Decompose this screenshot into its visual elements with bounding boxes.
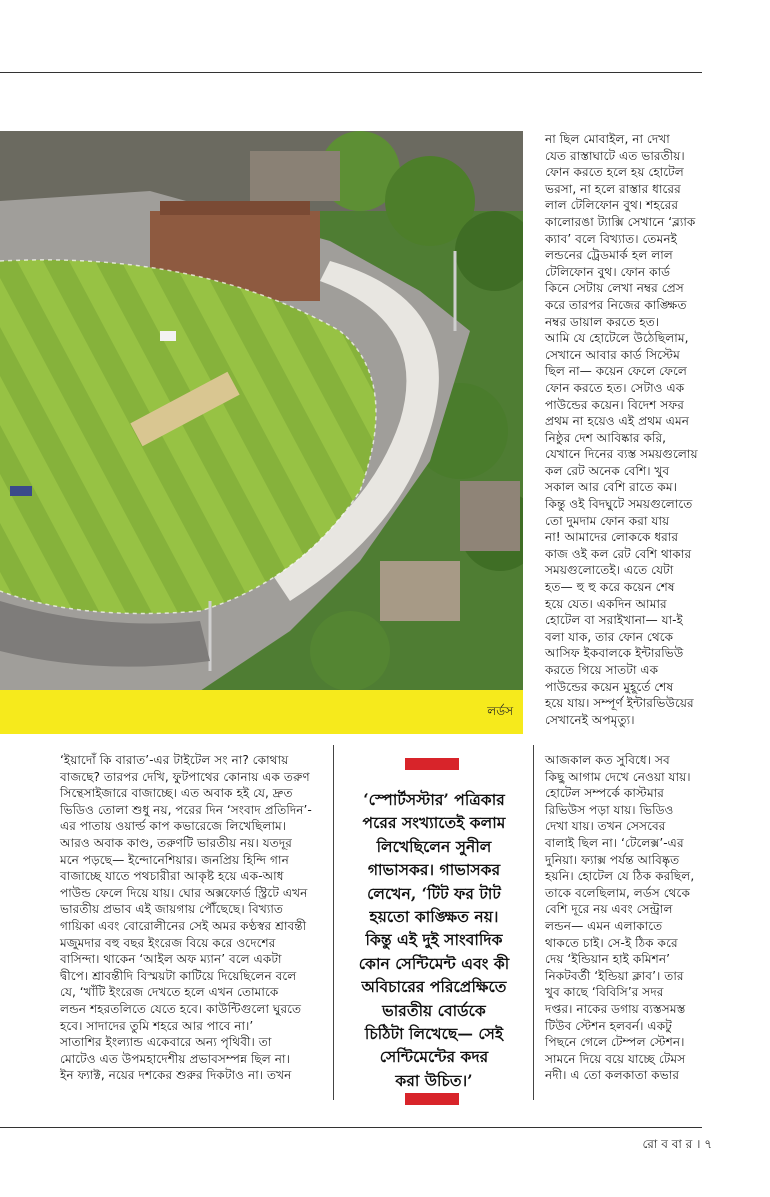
text-line: হয়ে যায়। সম্পূর্ণ ইন্টারভিউয়ের (545, 696, 694, 711)
bottom-rule (0, 1127, 702, 1128)
text-line: হয়ে যেত। একদিন আমার (545, 596, 667, 611)
pull-quote-line: পরের সংখ্যাতেই কলাম (362, 813, 506, 833)
text-line: বালাই ছিল না। ‘টেলেক্স’-এর (545, 835, 684, 850)
pull-quote-line: কিন্তু এই দুই সাংবাদিক (365, 930, 503, 950)
text-line: লন্ডনের ট্রেডমার্ক হল লাল (545, 248, 673, 263)
text-line: কিনে সেটায় লেখা নম্বর প্রেস (545, 281, 684, 296)
text-line: প্রথম না হয়েও এই প্রথম এমন (545, 414, 690, 429)
text-line: কিন্তু ওই বিদঘুটে সময়গুলোতে (545, 497, 693, 512)
text-line: কালোরঙা ট্যাক্সি সেখানে ‘ব্ল্যাক (545, 214, 696, 229)
text-line: খুব কাছে ‘বিবিসি’র সদর (545, 985, 664, 1000)
text-line: লাল টেলিফোন বুথ। শহরের (545, 198, 679, 213)
text-line: সময়গুলোতেই। এতে যেটা (545, 563, 674, 578)
stadium-illustration (0, 131, 523, 690)
text-line: সিন্থেসাইজারে বাজাচ্ছে। এত অবাক হই যে, দ্রুত (60, 786, 293, 801)
text-line: সেখানে আবার কার্ড সিস্টেম (545, 347, 680, 362)
text-line: পাউন্ড ফেলে দিয়ে যায়। ঘোর অক্সফোর্ড স্ট্রিটে এখন (60, 885, 308, 900)
text-line: আজকাল কত সুবিধে। সব (545, 753, 670, 767)
pull-quote-line: কোন সেন্টিমেন্ট এবং কী (358, 953, 510, 973)
text-line: ফোন করতে হত। সেটাও এক (545, 380, 685, 395)
text-line: টিউব স্টেশন হলবর্ন। একটু (545, 1018, 672, 1033)
column-divider-right (533, 745, 534, 1100)
text-line: সাতাশির ইংল্যান্ড একেবারে অন্য পৃথিবী। তা (60, 1035, 272, 1050)
text-line: যে, ‘খাঁটি ইংরেজ দেখতে হলে এখন তোমাকে (60, 985, 279, 1000)
text-line: দুনিয়া। ফ্যাক্স পর্যন্ত আবিষ্কৃত (545, 852, 680, 867)
text-line: তাকে বলেছিলাম, লর্ডস থেকে (545, 885, 690, 900)
text-line: দেখা যায়। তখন সেসবের (545, 819, 666, 834)
text-line: দপ্তর। নাকের ডগায় ব্যস্তসমস্ত (545, 1001, 686, 1016)
text-line: ইন ফ্যাক্ট, নয়ের দশকের শুরুর দিকটাও না। তখন (60, 1068, 292, 1083)
text-line: বাজাচ্ছে যাতে পথচারীরা আকৃষ্ট হয়ে এক-আধ (60, 869, 284, 884)
text-line: ‘ইয়াদোঁ কি বারাত’-এর টাইটেল সং না? কোথায় (60, 753, 289, 767)
text-line: যেত রাস্তাঘাটে এত ভারতীয়। (545, 148, 685, 163)
pull-quote-line: সেন্টিমেন্টের কদর (379, 1047, 489, 1067)
text-line: দেয় ‘ইন্ডিয়ান হাই কমিশন’ (545, 952, 670, 967)
text-line: আসিফ ইকবালকে ইন্টারভিউ (545, 646, 684, 661)
text-line: পাউন্ডের কয়েন। বিদেশ সফর (545, 397, 684, 412)
text-line: রিভিউস পড়া যায়। ভিডিও (545, 802, 674, 817)
text-line: বলা যাক, তার ফোন থেকে (545, 629, 674, 644)
text-line: বাজছে? তারপর দেখি, ফুটপাথের কোনায় এক তরুণ (60, 769, 310, 784)
text-line: হবে। সাদাদের তুমি শহরে আর পাবে না।’ (60, 1018, 254, 1033)
page-footer: রো ব বা র । ৭ (642, 1137, 712, 1151)
text-line: নদী। এ তো কলকাতা কভার (545, 1068, 680, 1083)
text-line: দ্বীপে। শ্রাবন্তীদি বিস্ময়টা কাটিয়ে দিয়েছিলেন বলে (60, 968, 297, 983)
right-column-top (545, 131, 727, 728)
left-column (60, 752, 315, 1084)
text-line: পিছনে গেলে টেম্পল স্টেশন। (545, 1035, 685, 1050)
pull-quote-bottom-bar (405, 1093, 459, 1105)
text-line: ভারতীয় প্রভাব এই জায়গায় পৌঁছেছে। বিখ্যাত (60, 902, 284, 917)
text-line: ভিডিও তোলা শুধু নয়, পরের দিন ‘সংবাদ প্রতিদিন’- (60, 802, 312, 817)
text-line: লন্ডন— এমন এলাকাতে (545, 918, 663, 933)
text-line: সেখানেই অপমৃত্যু। (545, 712, 635, 727)
text-line: ছিল না— কয়েন ফেলে ফেলে (545, 364, 687, 379)
top-rule (0, 72, 702, 73)
photo-caption-bar (0, 690, 523, 734)
pull-quote-line: ‘স্পোর্টসস্টার’ পত্রিকার (363, 790, 505, 809)
pull-quote-line: ভারতীয় বোর্ডকে (382, 1000, 486, 1020)
text-line: থাকতে চাই। সে-ই ঠিক করে (545, 935, 678, 950)
text-line: মনে পড়ছে— ইন্দোনেশিয়ার। জনপ্রিয় হিন্দি গান (60, 852, 289, 867)
text-line: মজুমদার বহু বছর ইংরেজ বিয়ে করে ওদেশের (60, 935, 276, 950)
text-line: লন্ডন শহরতলিতে যেতে হবে। কাউন্টিগুলো ঘুরতে (60, 1001, 302, 1016)
text-line: হত— হু হু করে কয়েন শেষ (545, 580, 675, 595)
pull-quote-line: চিঠিটা লিখেছে— সেই (364, 1024, 504, 1044)
pull-quote-line: হয়তো কাঙ্ক্ষিত নয়। (369, 907, 499, 927)
text-line: নিকটবর্তী ‘ইন্ডিয়া ক্লাব’। তার (545, 968, 684, 983)
text-line: গায়িকা এবং বোরোলীনের সেই অমর কণ্ঠস্বর শ্রাবন্তী (60, 918, 307, 933)
pull-quote-line: লেখেন, ‘টিট ফর টাট (367, 883, 501, 903)
text-line: হোটেল বা সরাইখানা— যা-ই (545, 613, 683, 628)
right-column-bottom (545, 752, 727, 1084)
text-line: মোটেও এত উপমহাদেশীয় প্রভাবসম্পন্ন ছিল না। (60, 1051, 290, 1066)
text-line: ভরসা, না হলে রাস্তার ধারের (545, 181, 681, 196)
pull-quote-line: অবিচারের পরিপ্রেক্ষিতে (361, 977, 507, 997)
text-line: পাউন্ডের কয়েন মুহূর্তে শেষ (545, 679, 674, 694)
photo-caption: লর্ডস (487, 704, 513, 718)
text-line: হয়নি। হোটেল যে ঠিক করছিল, (545, 869, 695, 884)
text-line: আমি যে হোটেলে উঠেছিলাম, (545, 331, 689, 346)
text-line: বেশি দূরে নয় এবং সেন্ট্রাল (545, 902, 673, 917)
text-line: হোটেল সম্পর্কে কাস্টমার (545, 786, 664, 801)
text-line: কাজ ওই কল রেট বেশি থাকার (545, 546, 692, 561)
text-line: কল রেট অনেক বেশি। খুব (545, 463, 670, 478)
lords-stadium-photo (0, 131, 523, 690)
text-line: এর পাতায় ওয়ার্ল্ড কাপ কভারেজে লিখেছিলাম। (60, 819, 287, 834)
text-line: কিছু আগাম দেখে নেওয়া যায়। (545, 769, 691, 784)
pull-quote-line: করা উচিত।’ (395, 1070, 473, 1090)
text-line: ক্যাব’ বলে বিখ্যাত। তেমনই (545, 231, 677, 246)
text-line: নিষ্ঠুর দেশ আবিষ্কার করি, (545, 430, 667, 445)
text-line: নম্বর ডায়াল করতে হত। (545, 314, 660, 329)
pull-quote-top-bar (405, 758, 459, 770)
text-line: করে তারপর নিজের কাঙ্ক্ষিত (545, 297, 687, 312)
column-divider-left (333, 745, 334, 1100)
pull-quote-line: লিখেছিলেন সুনীল (376, 836, 492, 856)
text-line: ফোন করতে হলে হয় হোটেল (545, 165, 684, 180)
text-line: তো দুমদাম ফোন করা যায় (545, 513, 670, 528)
text-line: সামনে দিয়ে বয়ে যাচ্ছে টেমস (545, 1051, 686, 1066)
pull-quote-line: গাভাসকর। গাভাসকর (367, 860, 501, 880)
text-line: করতে গিয়ে সাতটা এক (545, 663, 659, 677)
pull-quote (342, 788, 526, 1092)
text-line: আরও অবাক কাণ্ড, তরুণটি ভারতীয় নয়। যতদূর (60, 835, 293, 850)
text-line: না ছিল মোবাইল, না দেখা (545, 132, 670, 146)
text-line: সকাল আর বেশি রাতে কম। (545, 480, 677, 495)
text-line: না! আমাদের লোককে ধরার (545, 530, 679, 545)
text-line: টেলিফোন বুথ। ফোন কার্ড (545, 264, 671, 279)
text-line: যেখানে দিনের ব্যস্ত সময়গুলোয় (545, 447, 698, 462)
text-line: বাসিন্দা। থাকেন ‘আইল অফ ম্যান’ বলে একটা (60, 952, 282, 967)
